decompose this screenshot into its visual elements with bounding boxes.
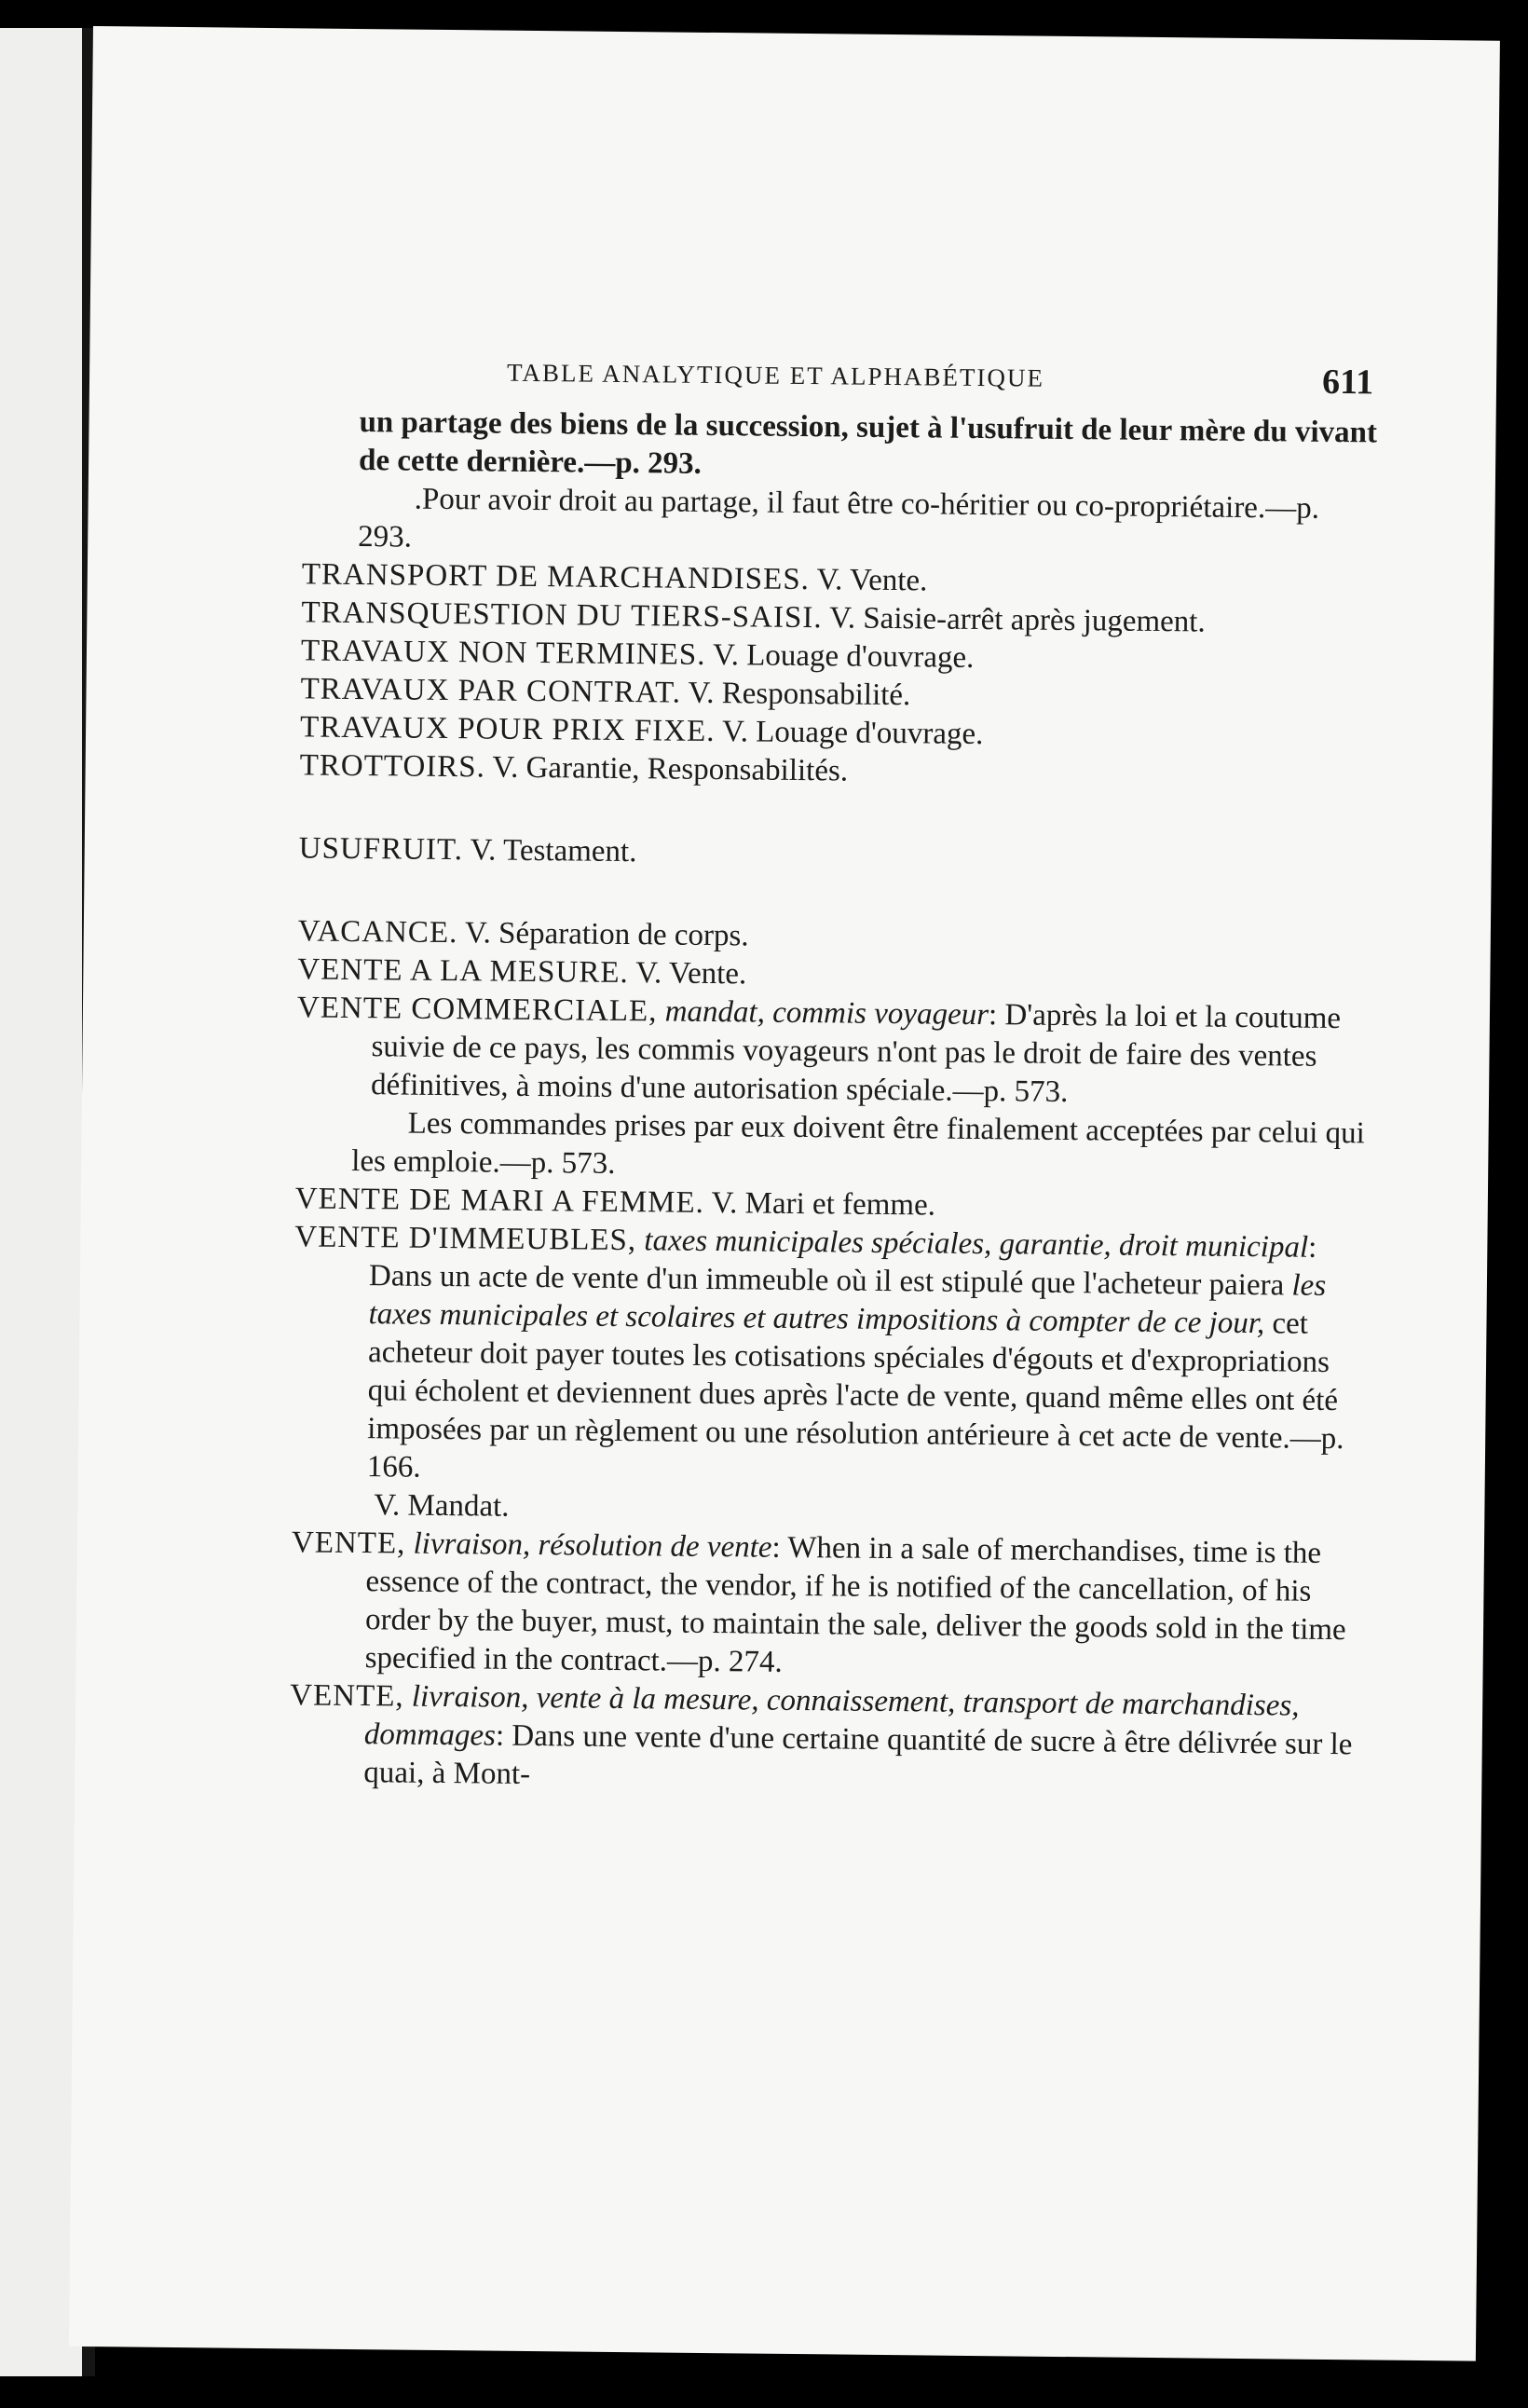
cross-reference: V. Louage d'ouvrage. — [712, 638, 975, 675]
page-number: 611 — [1321, 362, 1374, 403]
cross-reference: V. Séparation de corps. — [464, 916, 749, 953]
entry-heading: USUFRUIT. — [298, 831, 464, 868]
page-header — [506, 358, 1374, 403]
index-entry — [293, 1218, 1371, 1497]
entry-heading: TROTTOIRS. — [299, 748, 486, 785]
entry-text: cet acheteur doit payer toutes les cotisations spéciales d'égouts et d'expropriations qui écholent et deviennent dues après l'acte de vente, quand même elles ont été imposées par un règlement ou une résolution antérieure à cet acte de vente.—p. 166. — [366, 1307, 1344, 1484]
entry-heading: VENTE DE MARI A FEMME. — [294, 1182, 705, 1220]
entry-subject: mandat, commis voyageur — [664, 994, 989, 1033]
entry-heading: VENTE A LA MESURE. — [297, 952, 629, 991]
running-title: TABLE ANALYTIQUE ET ALPHABÉTIQUE — [506, 358, 1045, 392]
entry-heading: TRAVAUX NON TERMINES. — [300, 634, 706, 672]
entry-heading: VENTE D'IMMEUBLES, — [294, 1220, 637, 1258]
entry-heading: TRANSPORT DE MARCHANDISES. — [301, 557, 811, 597]
entry-heading: VACANCE. — [297, 914, 458, 951]
entry-text: Les commandes prises par eux doivent être finalement acceptées par celui qui les emploie.—p. 573. — [351, 1106, 1365, 1181]
index-entry — [299, 829, 1375, 879]
entry-text: : When in a sale of merchandises, time is the essence of the contract, the vendor, if he is notified of the cancellation, of his order by the buyer, must, to maintain the sale, deliver the goods sold in the time specified in the contract.—p. 274. — [364, 1530, 1346, 1679]
entry-subject: livraison, vente à la mesure, connaissement, transport de marchandises, dommages — [363, 1679, 1300, 1753]
cross-reference: V. Garantie, Responsabilités. — [492, 750, 849, 788]
index-entry — [290, 1524, 1368, 1688]
entry-text: : Dans une vente d'une certaine quantité de sucre à être délivrée sur le quai, à Mont- — [363, 1718, 1353, 1792]
cross-reference: V. Vente. — [635, 956, 747, 992]
index-entry — [296, 989, 1373, 1115]
cross-reference: V. Testament. — [470, 833, 637, 869]
entry-text: un partage des biens de la succession, sujet à l'usufruit de leur mère du vivant de cette dernière.—p. 293. — [358, 405, 1378, 481]
entry-heading: VENTE, — [290, 1678, 404, 1714]
entry-heading: VENTE COMMERCIALE, — [296, 991, 658, 1029]
entry-text: : Dans un acte de vente d'un immeuble où il est stipulé que l'acheteur paiera — [368, 1230, 1317, 1303]
index-entry — [302, 479, 1379, 567]
entry-heading: TRAVAUX POUR PRIX FIXE. — [299, 710, 716, 749]
index-entry — [289, 1676, 1366, 1802]
entry-heading: VENTE, — [291, 1526, 406, 1561]
cross-reference: V. Mandat. — [374, 1488, 510, 1524]
index-body — [289, 403, 1380, 1802]
entry-subject: taxes municipales spéciales, garantie, droit municipal — [644, 1224, 1309, 1265]
entry-text: .Pour avoir droit au partage, il faut être co-héritier ou co-propriétaire.—p. 293. — [358, 482, 1320, 554]
document-page — [69, 26, 1500, 2361]
cross-reference: V. Saisie-arrêt après jugement. — [829, 601, 1206, 639]
cross-reference: V. Louage d'ouvrage. — [721, 715, 984, 752]
cross-reference: V. Mari et femme. — [711, 1186, 936, 1223]
quoted-clause: les taxes municipales et scolaires et autres impositions à compter de ce jour, — [368, 1268, 1327, 1341]
entry-text: : D'après la loi et la coutume suivie de ce pays, les commis voyageurs n'ont pas le droit de faire des ventes définitives, à moins d'une autorisation spéciale.—p. 573. — [370, 998, 1342, 1110]
entry-heading: TRANSQUESTION DU TIERS-SAISI. — [301, 595, 823, 636]
index-entry — [295, 1103, 1372, 1191]
cross-reference: V. Responsabilité. — [688, 676, 911, 713]
entry-subject: livraison, résolution de vente — [413, 1526, 772, 1565]
index-entry — [303, 403, 1380, 490]
cross-reference: V. Vente. — [816, 563, 928, 598]
entry-heading: TRAVAUX PAR CONTRAT. — [300, 672, 682, 710]
